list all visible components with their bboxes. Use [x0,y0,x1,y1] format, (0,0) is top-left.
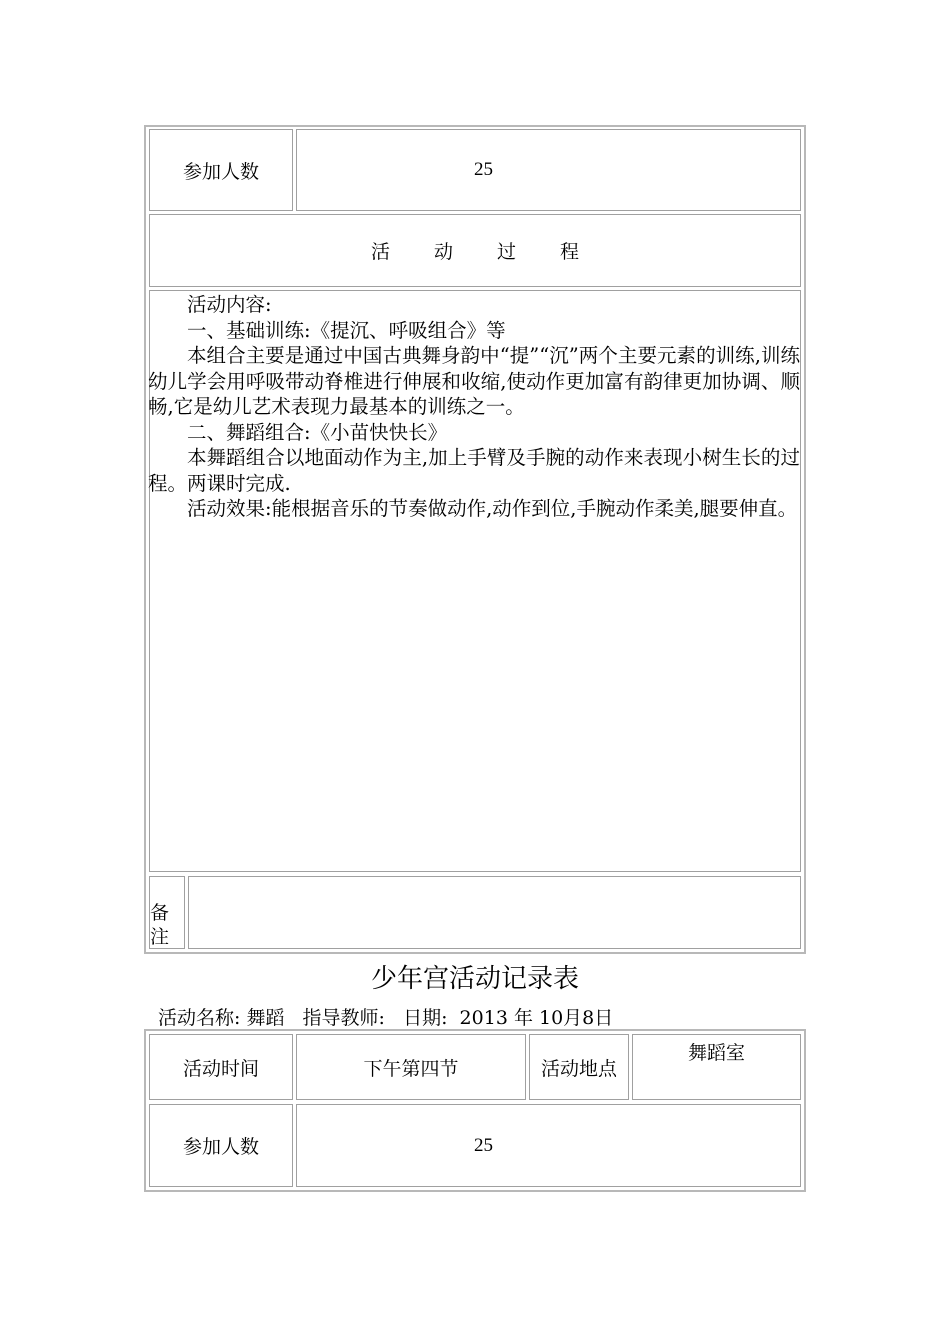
time-value: 下午第四节 [363,1057,459,1080]
content-paragraph: 一、基础训练:《提沉、呼吸组合》等 [187,318,506,342]
remarks-label-char: 备 [150,902,170,924]
remarks-value-cell [188,876,801,949]
participants-value: 25 [474,159,493,180]
content-paragraph: 活动内容: [187,293,272,316]
location-label: 活动地点 [540,1057,617,1080]
time-label-cell [149,1034,293,1100]
content-paragraph: 本舞蹈组合以地面动作为主,加上手臂及手腕的动作来表现小树生长的过程。两课时完成. [148,446,800,495]
participants-label-2: 参加人数 [182,1136,259,1158]
participants-label-cell [149,129,293,211]
participants-value-cell [296,129,801,211]
process-title-cell [149,214,801,287]
participants-value-cell-2 [296,1104,801,1187]
process-title-char: 活 [370,241,390,263]
activity-content [148,292,800,522]
content-paragraph: 本组合主要是通过中国古典舞身韵中“提”“沉”两个主要元素的训练,训练幼儿学会用呼吸带动脊椎进行伸展和收缩,使动作更加富有韵律更加协调、顺畅,它是幼儿艺术表现力最基本的训练之一。 [148,344,800,418]
document-title: 少年宫活动记录表 [370,964,579,994]
remarks-label-char: 注 [150,926,170,948]
activity-info-line: 活动名称: 舞蹈 指导教师: 日期: 2013 年 10月8日 [158,1007,614,1029]
participants-label: 参加人数 [182,160,259,183]
content-paragraph: 二、舞蹈组合:《小苗快快长》 [187,420,448,444]
location-label-cell [529,1034,629,1100]
participants-label-cell-2 [149,1104,293,1187]
location-value-cell [632,1034,801,1100]
content-paragraph: 活动效果:能根据音乐的节奏做动作,动作到位,手腕动作柔美,腿要伸直。 [187,497,798,520]
process-title-char: 动 [433,241,453,263]
time-value-cell [296,1034,526,1100]
process-title-char: 程 [560,241,580,263]
location-value: 舞蹈室 [687,1042,745,1064]
remarks-label-cell [149,876,185,949]
process-title-char: 过 [497,241,517,263]
time-label: 活动时间 [182,1057,259,1080]
participants-value-2: 25 [474,1134,493,1156]
